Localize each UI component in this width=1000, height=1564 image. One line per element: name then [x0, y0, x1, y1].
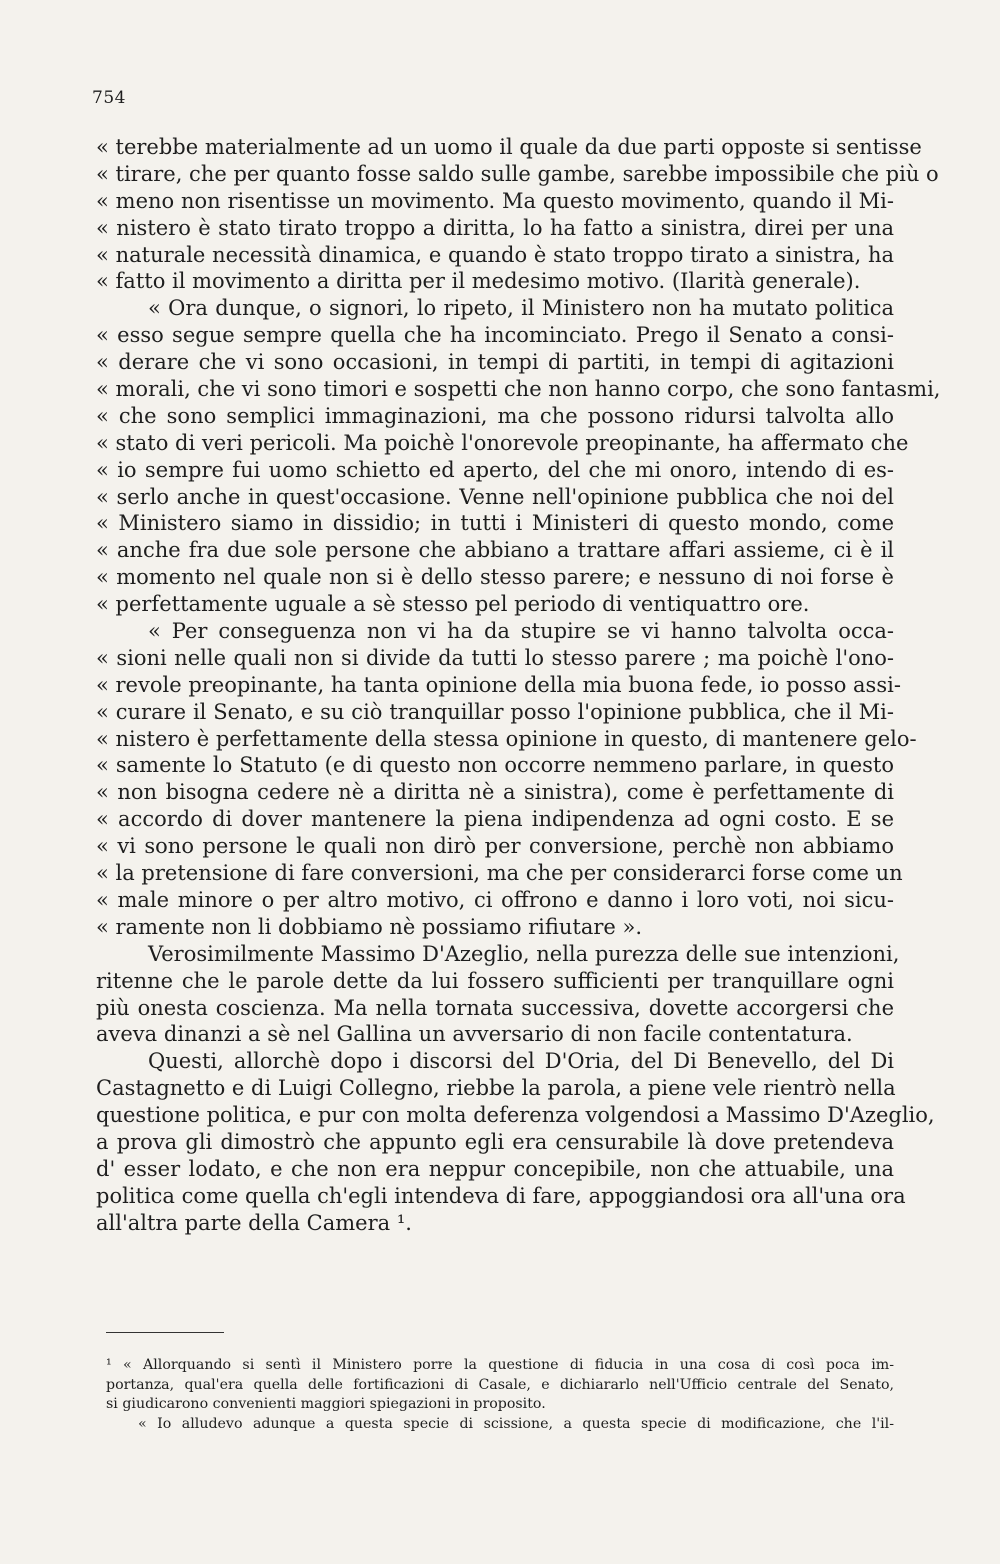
text-line: « Ministero siamo in dissidio; in tutti i Ministeri di questo mondo, come [96, 511, 894, 536]
text-line: « sioni nelle quali non si divide da tutti lo stesso parere ; ma poichè l'ono- [96, 645, 894, 670]
text-line: « samente lo Statuto (e di questo non occorre nemmeno parlare, in questo [96, 753, 894, 778]
text-line: « derare che vi sono occasioni, in tempi di partiti, in tempi di agitazioni [96, 350, 894, 375]
text-line: « Per conseguenza non vi ha da stupire se vi hanno talvolta occa- [148, 619, 894, 644]
text-line: « serlo anche in quest'occasione. Venne nell'opinione pubblica che noi del [96, 484, 894, 509]
text-line: questione politica, e pur con molta deferenza volgendosi a Massimo D'Azeglio, [96, 1103, 935, 1128]
text-line: « io sempre fui uomo schietto ed aperto, del che mi onoro, intendo di es- [96, 457, 894, 482]
text-line: Questi, allorchè dopo i discorsi del D'Oria, del Di Benevello, del Di [148, 1049, 894, 1074]
text-line: « che sono semplici immaginazioni, ma che possono ridursi talvolta allo [96, 403, 894, 428]
footnotes [106, 1356, 894, 1434]
body-text [96, 134, 941, 1237]
footnote-divider [106, 1332, 224, 1333]
text-line: Castagnetto e di Luigi Collegno, riebbe la parola, a piene vele rientrò nella [96, 1076, 896, 1101]
text-line: a prova gli dimostrò che appunto egli era censurabile là dove pretendeva [96, 1129, 894, 1154]
footnote-line: portanza, qual'era quella delle fortificazioni di Casale, e dichiararlo nell'Ufficio centrale del Senato, [106, 1376, 894, 1393]
text-line: aveva dinanzi a sè nel Gallina un avversario di non facile contentatura. [96, 1022, 853, 1047]
text-line: « meno non risentisse un movimento. Ma questo movimento, quando il Mi- [96, 188, 894, 213]
text-line: « accordo di dover mantenere la piena indipendenza ad ogni costo. E se [96, 807, 894, 832]
text-line: « anche fra due sole persone che abbiano a trattare affari assieme, ci è il [96, 538, 894, 563]
footnote-line: ¹ « Allorquando si sentì il Ministero porre la questione di fiducia in una cosa di così poca im- [106, 1357, 894, 1373]
text-line: « fatto il movimento a diritta per il medesimo motivo. (Ilarità generale). [96, 269, 861, 294]
text-line: « naturale necessità dinamica, e quando è stato troppo tirato a sinistra, ha [96, 242, 894, 267]
text-line: « esso segue sempre quella che ha incominciato. Prego il Senato a consi- [96, 323, 894, 348]
text-line: più onesta coscienza. Ma nella tornata successiva, dovette accorgersi che [96, 995, 894, 1020]
text-line: all'altra parte della Camera ¹. [96, 1210, 412, 1235]
page-number: 754 [92, 88, 126, 108]
text-line: Verosimilmente Massimo D'Azeglio, nella purezza delle sue intenzioni, [148, 941, 900, 966]
text-line: « curare il Senato, e su ciò tranquillar posso l'opinione pubblica, che il Mi- [96, 699, 894, 724]
text-line: « momento nel quale non si è dello stesso parere; e nessuno di noi forse è [96, 565, 894, 590]
text-line: politica come quella ch'egli intendeva di fare, appoggiandosi ora all'una ora [96, 1183, 906, 1208]
text-line: « vi sono persone le quali non dirò per conversione, perchè non abbiamo [96, 834, 894, 859]
text-line: « nistero è perfettamente della stessa opinione in questo, di mantenere gelo- [96, 726, 917, 751]
text-line: « morali, che vi sono timori e sospetti che non hanno corpo, che sono fantasmi, [96, 377, 941, 402]
text-line: « non bisogna cedere nè a diritta nè a sinistra), come è perfettamente di [96, 780, 894, 805]
footnote-line: « Io alludevo adunque a questa specie di scissione, a questa specie di modificazione, che l'il- [138, 1415, 894, 1432]
text-line: « male minore o per altro motivo, ci offrono e danno i loro voti, noi sicu- [96, 887, 894, 912]
text-line: « terebbe materialmente ad un uomo il quale da due parti opposte si sentisse [96, 135, 922, 159]
text-line: « tirare, che per quanto fosse saldo sulle gambe, sarebbe impossibile che più o [96, 161, 939, 186]
text-line: « nistero è stato tirato troppo a diritta, lo ha fatto a sinistra, direi per una [96, 215, 894, 240]
text-line: « Ora dunque, o signori, lo ripeto, il Ministero non ha mutato politica [148, 296, 894, 321]
text-line: « revole preopinante, ha tanta opinione della mia buona fede, io posso assi- [96, 672, 901, 697]
text-line: « la pretensione di fare conversioni, ma che per considerarci forse come un [96, 861, 903, 886]
text-line: « perfettamente uguale a sè stesso pel periodo di ventiquattro ore. [96, 592, 810, 617]
text-line: « ramente non li dobbiamo nè possiamo rifiutare ». [96, 914, 643, 939]
text-line: d' esser lodato, e che non era neppur concepibile, non che attuabile, una [96, 1156, 894, 1181]
text-line: « stato di veri pericoli. Ma poichè l'onorevole preopinante, ha affermato che [96, 430, 909, 455]
text-line: ritenne che le parole dette da lui fossero sufficienti per tranquillare ogni [96, 968, 894, 993]
footnote-line: si giudicarono convenienti maggiori spiegazioni in proposito. [106, 1396, 546, 1412]
